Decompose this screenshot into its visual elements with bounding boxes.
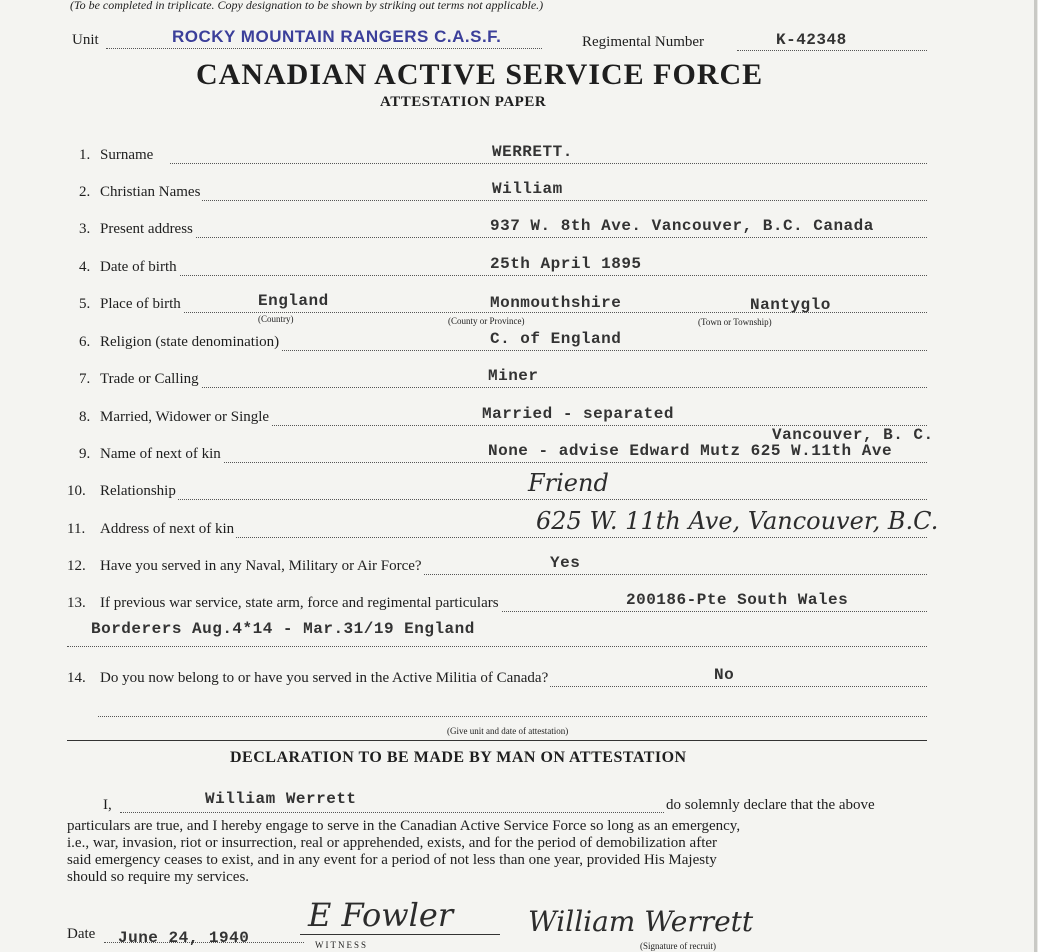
field-label: Do you now belong to or have you served in the Active Militia of Canada? [100,670,549,686]
field-number: 12. [67,558,86,574]
recruit-signature: William Werrett [528,905,754,938]
county-caption: (County or Province) [448,316,525,326]
field-label: Name of next of kin [100,446,221,462]
birth-county-value: Monmouthshire [490,294,622,312]
declaration-i: I, [103,797,112,813]
declaration-line: i.e., war, invasion, riot or insurrection, real or apprehended, exists, and for the period of demobilization after [67,835,718,851]
field-value: Miner [488,367,539,385]
field-number: 11. [67,521,86,537]
field-number: 5. [79,296,91,312]
field-number: 6. [79,334,91,350]
declaration-paragraph [67,818,927,886]
field-dots [170,350,927,351]
country-caption: (Country) [258,314,294,324]
field-value: England [258,292,329,310]
unit-label: Unit [72,32,99,48]
field-dots [170,537,927,538]
field-label: Address of next of kin [100,521,235,537]
field-value: Friend [528,469,609,497]
declaration-line1-end: do solemnly declare that the above [666,797,875,813]
field-dots [170,499,927,500]
field-label: Present address [100,221,193,237]
witness-signature: E Fowler [308,896,454,934]
instruction-note: (To be completed in triplicate. Copy designation to be shown by striking out terms not applicable.) [70,0,544,12]
field-dots [170,275,927,276]
field-number: 9. [79,446,91,462]
field-label: Place of birth [100,296,181,312]
field-number: 13. [67,595,86,611]
field-value: William [492,180,563,198]
unit-value: ROCKY MOUNTAIN RANGERS C.A.S.F. [172,27,502,46]
field-number: 8. [79,409,91,425]
field-number: 4. [79,259,91,275]
recruit-caption: (Signature of recruit) [640,941,716,951]
regimental-dots [737,50,927,51]
service-details-line2: Borderers Aug.4*14 - Mar.31/19 England [91,620,475,638]
field-dots [170,462,927,463]
field-value: 25th April 1895 [490,255,642,273]
document-subtitle: ATTESTATION PAPER [380,94,547,110]
regimental-value: K-42348 [776,31,847,49]
unit-dots [106,48,542,49]
field-label: Have you served in any Naval, Military or Air Force? [100,558,422,574]
field-label: Relationship [100,483,176,499]
declarant-dots [120,812,664,813]
militia-caption: (Give unit and date of attestation) [447,726,569,736]
field-dots [170,237,927,238]
militia-unit-dots [98,716,927,717]
field-dots [170,163,927,164]
field-number: 3. [79,221,91,237]
field-label: Married, Widower or Single [100,409,270,425]
field-value: Married - separated [482,405,674,423]
field-value: C. of England [490,330,622,348]
declaration-heading: DECLARATION TO BE MADE BY MAN ON ATTESTATION [230,749,687,766]
field-value: 200186-Pte South Wales [626,591,849,609]
declarant-name: William Werrett [205,790,357,808]
field-label: Christian Names [100,184,201,200]
witness-line [300,934,500,935]
regimental-label: Regimental Number [582,34,705,50]
field-label: Trade or Calling [100,371,199,387]
date-value: June 24, 1940 [118,929,250,947]
birth-town-value: Nantyglo [750,296,831,314]
field-label: Date of birth [100,259,177,275]
field-value: No [714,666,735,684]
field-value: Yes [550,554,581,572]
field-label: Religion (state denomination) [100,334,280,350]
field-number: 7. [79,371,91,387]
field-number: 2. [79,184,91,200]
town-caption: (Town or Township) [698,317,772,327]
field-number: 10. [67,483,86,499]
declaration-line: particulars are true, and I hereby engage to serve in the Canadian Active Service Force so long as an emergency, [67,818,741,834]
field-value: 937 W. 8th Ave. Vancouver, B.C. Canada [490,217,874,235]
field-value: 625 W. 11th Ave, Vancouver, B.C. [536,507,939,535]
document-title: CANADIAN ACTIVE SERVICE FORCE [196,58,764,91]
field-dots [170,200,927,201]
declaration-line: said emergency ceases to exist, and in any event for a period of not less than one year, provided His Majesty [67,852,717,868]
field-number: 14. [67,670,86,686]
field-value: WERRETT. [492,143,573,161]
section-divider [67,740,927,741]
field-dots [170,387,927,388]
date-label: Date [67,926,96,942]
declaration-line: should so require my services. [67,869,250,885]
witness-caption: WITNESS [315,940,368,950]
field-number: 1. [79,147,91,163]
field-label: If previous war service, state arm, force and regimental particulars [100,595,499,611]
field-label: Surname [100,147,154,163]
next-of-kin-city: Vancouver, B. C. [772,426,934,444]
service-line3-dots [67,646,927,647]
field-value: None - advise Edward Mutz 625 W.11th Ave [488,442,893,460]
